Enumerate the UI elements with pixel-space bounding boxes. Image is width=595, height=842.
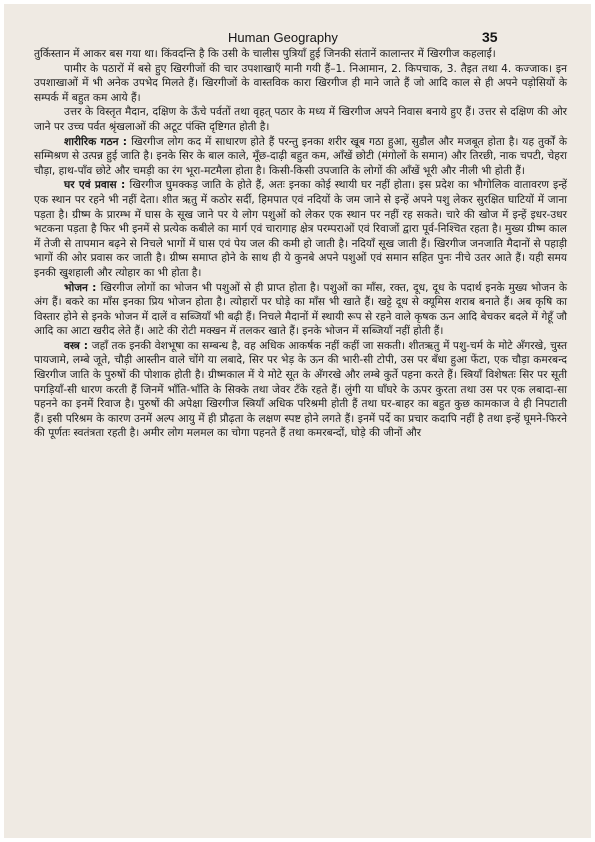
section-heading-clothing: वस्त्र :: [64, 339, 92, 352]
paragraph-text: जहाँ तक इनकी वेशभूषा का सम्बन्ध है, वह अधिक आकर्षक नहीं कहीं जा सकती। शीतऋतु में पशु-चर्म के मोटे अँगरखे, चुस्त पायजामे, लम्बे जूते, चौड़ी आस्तीन वाले चोंगे या लबादे, सिर पर भेड़ के ऊन की भारी-सी टोपी, उस पर बँधा हुआ फेंटा, एक चौड़ा कमरबन्द खिरगीज जाति के पुरुषों की पोशाक होती है। ग्रीष्मकाल में ये मोटे सूत के अँगरखे और लम्बे कुर्ते पहना करते हैं। स्त्रियाँ विशेषतः सिर पर सूती पगड़ियाँ-सी धारण करती हैं जिनमें भाँति-भाँति के सिक्के तथा जेवर टँके रहते हैं। लुंगी या घाँघरे के ऊपर कुरता तथा उस पर एक लबादा-सा पहनने का इनमें रिवाज है। पुरुषों की अपेक्षा खिरगीज स्त्रियाँ अधिक परिश्रमी होती हैं तथा घर-बाहर का बहुत कुछ कामकाज वे ही निपटाती हैं। इसी परिश्रम के कारण उनमें अल्प आयु में ही प्रौढ़ता के लक्षण स्पष्ट होने लगते हैं। इनमें पर्दे का प्रचार कदापि नहीं है तथा इन्हें घूमने-फिरने की पूर्णतः स्वतंत्रता रहती है। अमीर लोग मलमल का चोगा पहनते हैं तथा कमरबन्दों, घोड़े की जीनों और: [34, 339, 567, 440]
section-heading-food: भोजन :: [64, 281, 101, 294]
paragraph-text: खिरगीज घुमक्कड़ जाति के होते हैं, अतः इनका कोई स्थायी घर नहीं होता। इस प्रदेश का भौगोलिक वातावरण इन्हें एक स्थान पर रहने भी नहीं देता। शीत ऋतु में कठोर सर्दी, हिमपात एवं नदियों के जम जाने से इन्हें अपने पशु लेकर सुरक्षित घाटियों में जाना पड़ता है। ग्रीष्म के प्रारम्भ में घास के सूख जाने पर ये लोग पशुओं को लेकर एक स्थान पर नहीं रह सकते। चारे की खोज में इन्हें इधर-उधर भटकना पड़ता है फिर भी इनमें से प्रत्येक कबीले का मार्ग एवं चारागाह क्षेत्र परम्पराओं एवं रिवाजों द्वारा पूर्व-निश्चित रहता है। मुख्य ग्रीष्म काल में तेजी से तापमान बढ़ने से निचले भागों में घास एवं पेय जल की कमी हो जाती है। नदियाँ सूख जाती हैं। खिरगीज जनजाति मैदानों से पहाड़ी भागों की ओर प्रवास कर जाती है। ग्रीष्म समाप्त होने के साथ ही ये कुनबे अपने पशुओं एवं समान सहित पुनः नीचे उतर आते हैं। यही समय इनकी खुशहाली और त्योहार का भी होता है।: [34, 179, 567, 279]
section-heading-house-migration: घर एवं प्रवास :: [64, 179, 130, 192]
paragraph-text: उत्तर के विस्तृत मैदान, दक्षिण के ऊँचे पर्वतों तथा वृहत् पठार के मध्य में खिरगीज अपने निवास बनाये हुए हैं। उत्तर से दक्षिण की ओर जाने पर उच्च पर्वत श्रृंखलाओं की अटूट पंक्ति दृष्टिगत होती है।: [34, 106, 567, 133]
paragraph-intro-continued: [34, 47, 567, 62]
paragraph-house-migration: [34, 178, 567, 280]
paragraph-text: पामीर के पठारों में बसे हुए खिरगीजों की चार उपशाखाएँ मानी गयी हैं–1. निआमान, 2. किपचाक, 3. तैइत तथा 4. कज्जाक। इन उपशाखाओं में भी अनेक उपभेद मिलते हैं। खिरगीजों के वास्तविक कारा खिरगीज ही माने जाते हैं जो आदि काल से ही अपने पड़ोसियों के सम्पर्क में बहुत कम आये हैं।: [34, 62, 567, 104]
paragraph-food: [34, 281, 567, 339]
paragraph-habitat: [34, 105, 567, 134]
book-page: [4, 4, 591, 838]
section-heading-physique: शारीरिक गठन :: [64, 135, 132, 148]
paragraph-text: तुर्किस्तान में आकर बस गया था। किंवदन्ति है कि उसी के चालीस पुत्रियाँ हुई जिनकी संतानें कालान्तर में खिरगीज कहलाईं।: [34, 48, 496, 60]
paragraph-clothing: [34, 339, 567, 441]
page-body: [34, 47, 567, 441]
paragraph-text: खिरगीज लोग कद में साधारण होते हैं परन्तु इनका शरीर खूब गठा हुआ, सुडौल और मजबूत होता है। यह तुर्कों के सम्मिश्रण से उत्पन्न हुई जाति है। इनके सिर के बाल काले, मूँछ-दाढ़ी बहुत कम, आँखें छोटी (मंगोलों के समान) और तिरछी, नाक चपटी, चेहरा चौड़ा, हाथ-पाँव छोटे और चमड़ी का रंग भूरा-मटमैला होता है। किसी-किसी उपजाति के लोगों की आँखें भूरी और नीली भी होती हैं।: [34, 135, 567, 177]
paragraph-subgroups: [34, 62, 567, 106]
page-number: 35: [482, 29, 498, 45]
paragraph-physique: [34, 135, 567, 179]
paragraph-text: खिरगीज लोगों का भोजन भी पशुओं से ही प्राप्त होता है। पशुओं का माँस, रक्त, दूध, दूध के पदार्थ इनके मुख्य भोजन के अंग हैं। बकरे का माँस इनका प्रिय भोजन होता है। त्योहारों पर घोड़े का माँस भी खाते हैं। खट्टे दूध से क्यूमिस शराब बनाते हैं। अब कृषि का विस्तार होने से इनके भोजन में दालें व सब्जियाँ भी बढ़ी हैं। निचले मैदानों में स्थायी रूप से रहने वाले कृषक ऊन आदि बेचकर बदले में गेहूँ जौ आदि का आटा खरीद लेते हैं। आटे की रोटी मक्खन में तलकर खाते हैं। इनके भोजन में सब्जियाँ नहीं होती हैं।: [34, 281, 568, 338]
running-title: Human Geography: [228, 30, 338, 45]
